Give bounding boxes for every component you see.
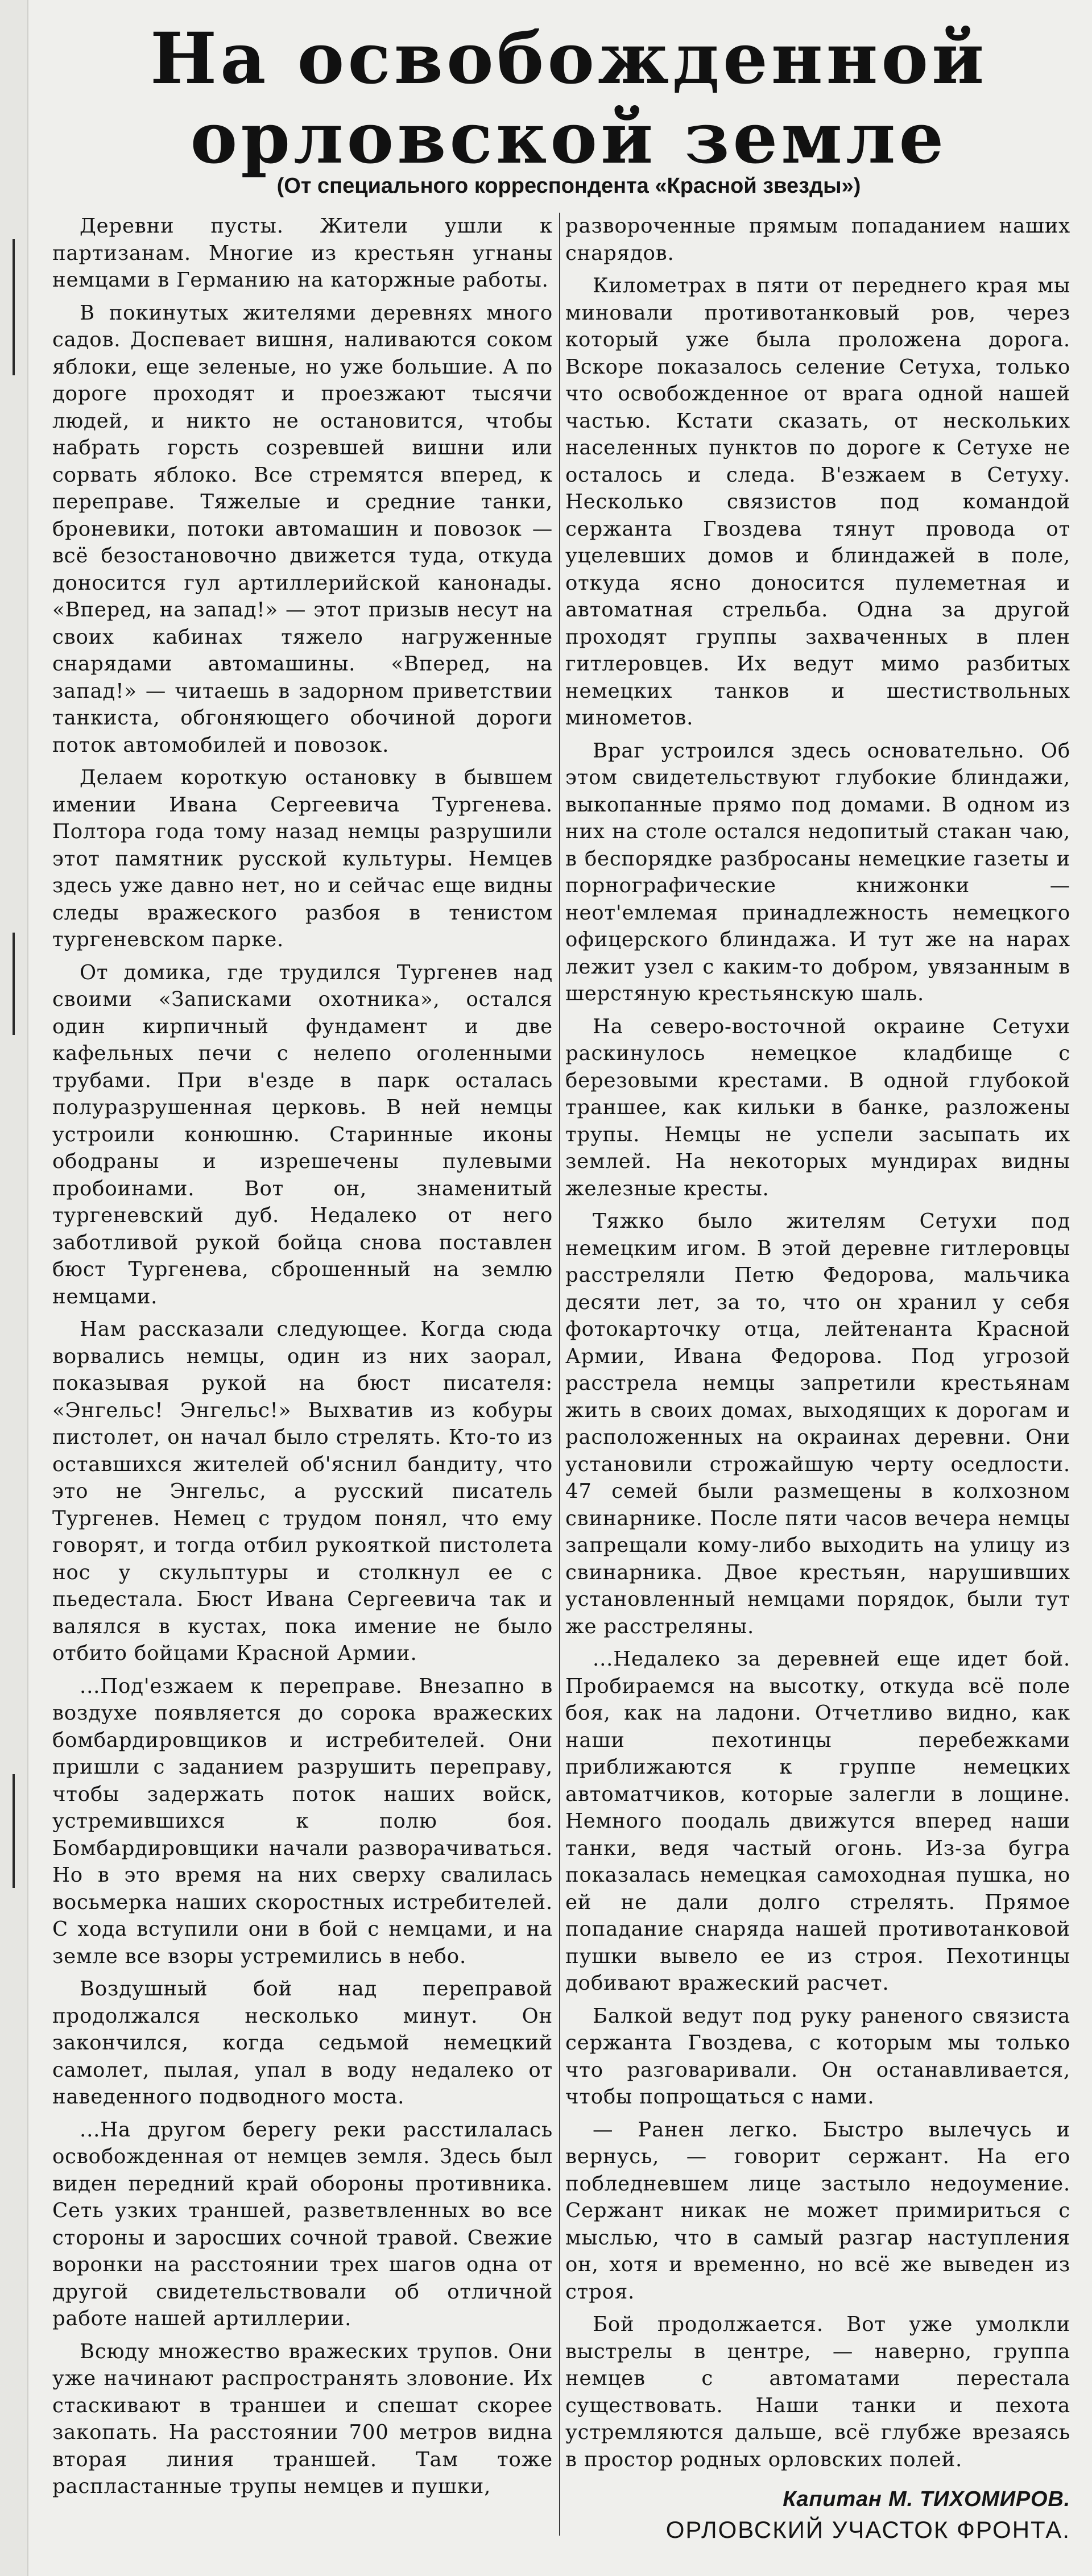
paragraph: В покинутых жителями деревнях много садов. Доспевает вишня, наливаются соком яблоки, еще зеленые, но уже большие. А по дороге проходят и проезжают тысячи людей, и никто не остановится, чтобы набрать горсть созревшей вишни или сорвать яблоко. Все стремятся вперед, к переправе. Тяжелые и средние танки, броневики, потоки автомашин и повозок — всё безостановочно движется туда, откуда доносится гул артиллерийской канонады. «Вперед, на запад!» — этот призыв несут на своих кабинах тяжело нагруженные снарядами автомашины. «Вперед, на запад!» — читаешь в задорном приветствии танкиста, обгоняющего обочиной дороги поток автомобилей и повозок. (52, 301, 553, 757)
paragraph: ...Под'езжаем к переправе. Внезапно в воздухе появляется до сорока вражеских бомбардировщиков и истребителей. Они пришли с заданием разрушить переправу, чтобы задержать поток наших войск, устремившихся к полю боя. Бомбардировщики начали разворачиваться. Но в это время на них сверху свалилась восьмерка наших скоростных истребителей. С хода вступили они в бой с немцами, и на земле все взоры устремились в небо. (52, 1674, 553, 1968)
paragraph: На северо-восточной окраине Сетухи раскинулось немецкое кладбище с березовыми крестами. В одной глубокой траншее, как кильки в банке, разложены трупы. Немцы не успели засыпать их землей. На некоторых мундирах видны железные кресты. (565, 1014, 1070, 1200)
paragraph: Нам рассказали следующее. Когда сюда ворвались немцы, один из них заорал, показывая рукой на бюст писателя: «Энгельс! Энгельс!» Выхватив из кобуры пистолет, он начал было стрелять. Кто-то из оставшихся жителей об'яснил бандиту, что это не Энгельс, а русский писатель Тургенев. Немец с трудом понял, что ему говорят, и тогда отбил рукояткой пистолета нос у скульптуры и столкнул ее с пьедестала. Бюст Ивана Сергеевича так и валялся в кустах, пока имение не было отбито бойцами Красной Армии. (52, 1318, 553, 1665)
edge-rule (13, 1774, 15, 1888)
paragraph: Делаем короткую остановку в бывшем имении Ивана Сергеевича Тургенева. Полтора года тому назад немцы разрушили этот памятник русской культуры. Немцев здесь уже давно нет, но и сейчас еще видны следы вражеского разбоя в тенистом тургеневском парке. (52, 766, 553, 951)
paragraph: Деревни пусты. Жители ушли к партизанам. Многие из крестьян угнаны немцами в Германию на каторжные работы. (52, 214, 553, 292)
column-divider (559, 213, 560, 2536)
paragraph: — Ранен легко. Быстро вылечусь и вернусь, — говорит сержант. На его побледневшем лице застыло недоумение. Сержант никак не может примириться с мыслью, что в самый разгар наступления он, хотя и временно, но всё же выведен из строя. (565, 2118, 1070, 2304)
adjacent-column-edge (0, 0, 28, 2576)
paragraph: Километрах в пяти от переднего края мы миновали противотанковый ров, через который уже была проложена дорога. Вскоре показалось селение Сетуха, только что освобожденное от врага одной нашей частью. Кстати сказать, от нескольких населенных пунктов по дороге к Сетухе не осталось и следа. В'езжаем в Сетуху. Несколько связистов под командой сержанта Гвоздева тянут провода от уцелевших домов и блиндажей в поле, откуда ясно доносится пулеметная и автоматная стрельба. Одна за другой проходят группы захваченных в плен гитлеровцев. Их ведут мимо разбитых немецких танков и шестиствольных минометов. (565, 274, 1070, 730)
paragraph: Всюду множество вражеских трупов. Они уже начинают распространять зловоние. Их стаскивают в траншеи и спешат скорее закопать. На расстоянии 700 метров видна вторая линия траншей. Там тоже распластанные трупы немцев и пушки, (52, 2339, 553, 2498)
subtitle: (От специального корреспондента «Красной звезды») (276, 174, 861, 198)
paragraph: ...На другом берегу реки расстилалась освобожденная от немцев земля. Здесь был виден передний край обороны противника. Сеть узких траншей, разветвленных во все стороны и заросших сочной травой. Свежие воронки на расстоянии трех шагов одна от другой свидетельствовали об отличной работе нашей артиллерии. (52, 2118, 553, 2330)
article-column-right (565, 213, 1070, 2546)
edge-rule (13, 933, 15, 1035)
article-column-left (52, 213, 553, 2506)
paragraph: Враг устроился здесь основательно. Об этом свидетельствуют глубокие блиндажи, выкопанные прямо под домами. В одном из них на столе остался недопитый стакан чаю, в беспорядке разбросаны немецкие газеты и порнографические книжонки — неот'емлемая принадлежность немецкого офицерского блиндажа. И тут же на нарах лежит узел с каким-то добром, увязанным в шерстяную крестьянскую шаль. (565, 739, 1070, 1005)
paragraph: Бой продолжается. Вот уже умолкли выстрелы в центре, — наверно, группа немцев с автоматами перестала существовать. Наши танки и пехота устремляются дальше, всё глубже врезаясь в простор родных орловских полей. (565, 2313, 1070, 2471)
paragraph: ...Недалеко за деревней еще идет бой. Пробираемся на высотку, откуда всё поле боя, как на ладони. Отчетливо видно, как наши пехотинцы перебежками приближаются к группе немецких автоматчиков, которые залегли в лощине. Немного поодаль движутся вперед наши танки, ведя частый огонь. Из-за бугра показалась немецкая самоходная пушка, но ей не дали долго стрелять. Прямое попадание снаряда нашей противотанковой пушки вывело ее из строя. Пехотинцы добивают вражеский расчет. (565, 1647, 1070, 1995)
edge-rule (13, 239, 15, 375)
headline-line-2: орловской земле (190, 97, 948, 180)
byline-location: ОРЛОВСКИЙ УЧАСТОК ФРОНТА. (665, 2516, 1070, 2543)
paragraph: От домика, где трудился Тургенев над своими «Записками охотника», остался один кирпичный фундамент и две кафельных печи с нелепо оголенными трубами. При в'езде в парк осталась полуразрушенная церковь. В ней немцы устроили конюшню. Старинные иконы ободраны и изрешечены пулевыми пробоинами. Вот он, знаменитый тургеневский дуб. Недалеко от него заботливой рукой бойца снова поставлен бюст Тургенева, сброшенный на землю немцами. (52, 960, 553, 1308)
paragraph: Тяжко было жителям Сетухи под немецким игом. В этой деревне гитлеровцы расстреляли Петю Федорова, мальчика десяти лет, за то, что он хранил у себя фотокарточку отца, лейтенанта Красной Армии, Ивана Федорова. Под угрозой расстрела немцы запретили крестьянам жить в своих домах, выходящих к дорогам и расположенных на окраинах деревни. Они установили строжайшую черту оседлости. 47 семей были размещены в колхозном свинарнике. После пяти часов вечера немцы запрещали кому-либо выходить на улицу из свинарника. Двое крестьян, нарушивших установленный немцами порядок, были тут же расстреляны. (565, 1210, 1070, 1638)
paragraph: Балкой ведут под руку раненого связиста сержанта Гвоздева, с которым мы только что разговаривали. Он останавливается, чтобы попрощаться с нами. (565, 2004, 1070, 2109)
paragraph: Воздушный бой над переправой продолжался несколько минут. Он закончился, когда седьмой немецкий самолет, пылая, упал в воду недалеко от наведенного подводного моста. (52, 1977, 553, 2109)
headline-line-1: На освобожденной (150, 18, 988, 100)
paragraph: развороченные прямым попаданием наших снарядов. (565, 214, 1070, 265)
byline-author: Капитан М. ТИХОМИРОВ. (783, 2487, 1070, 2511)
